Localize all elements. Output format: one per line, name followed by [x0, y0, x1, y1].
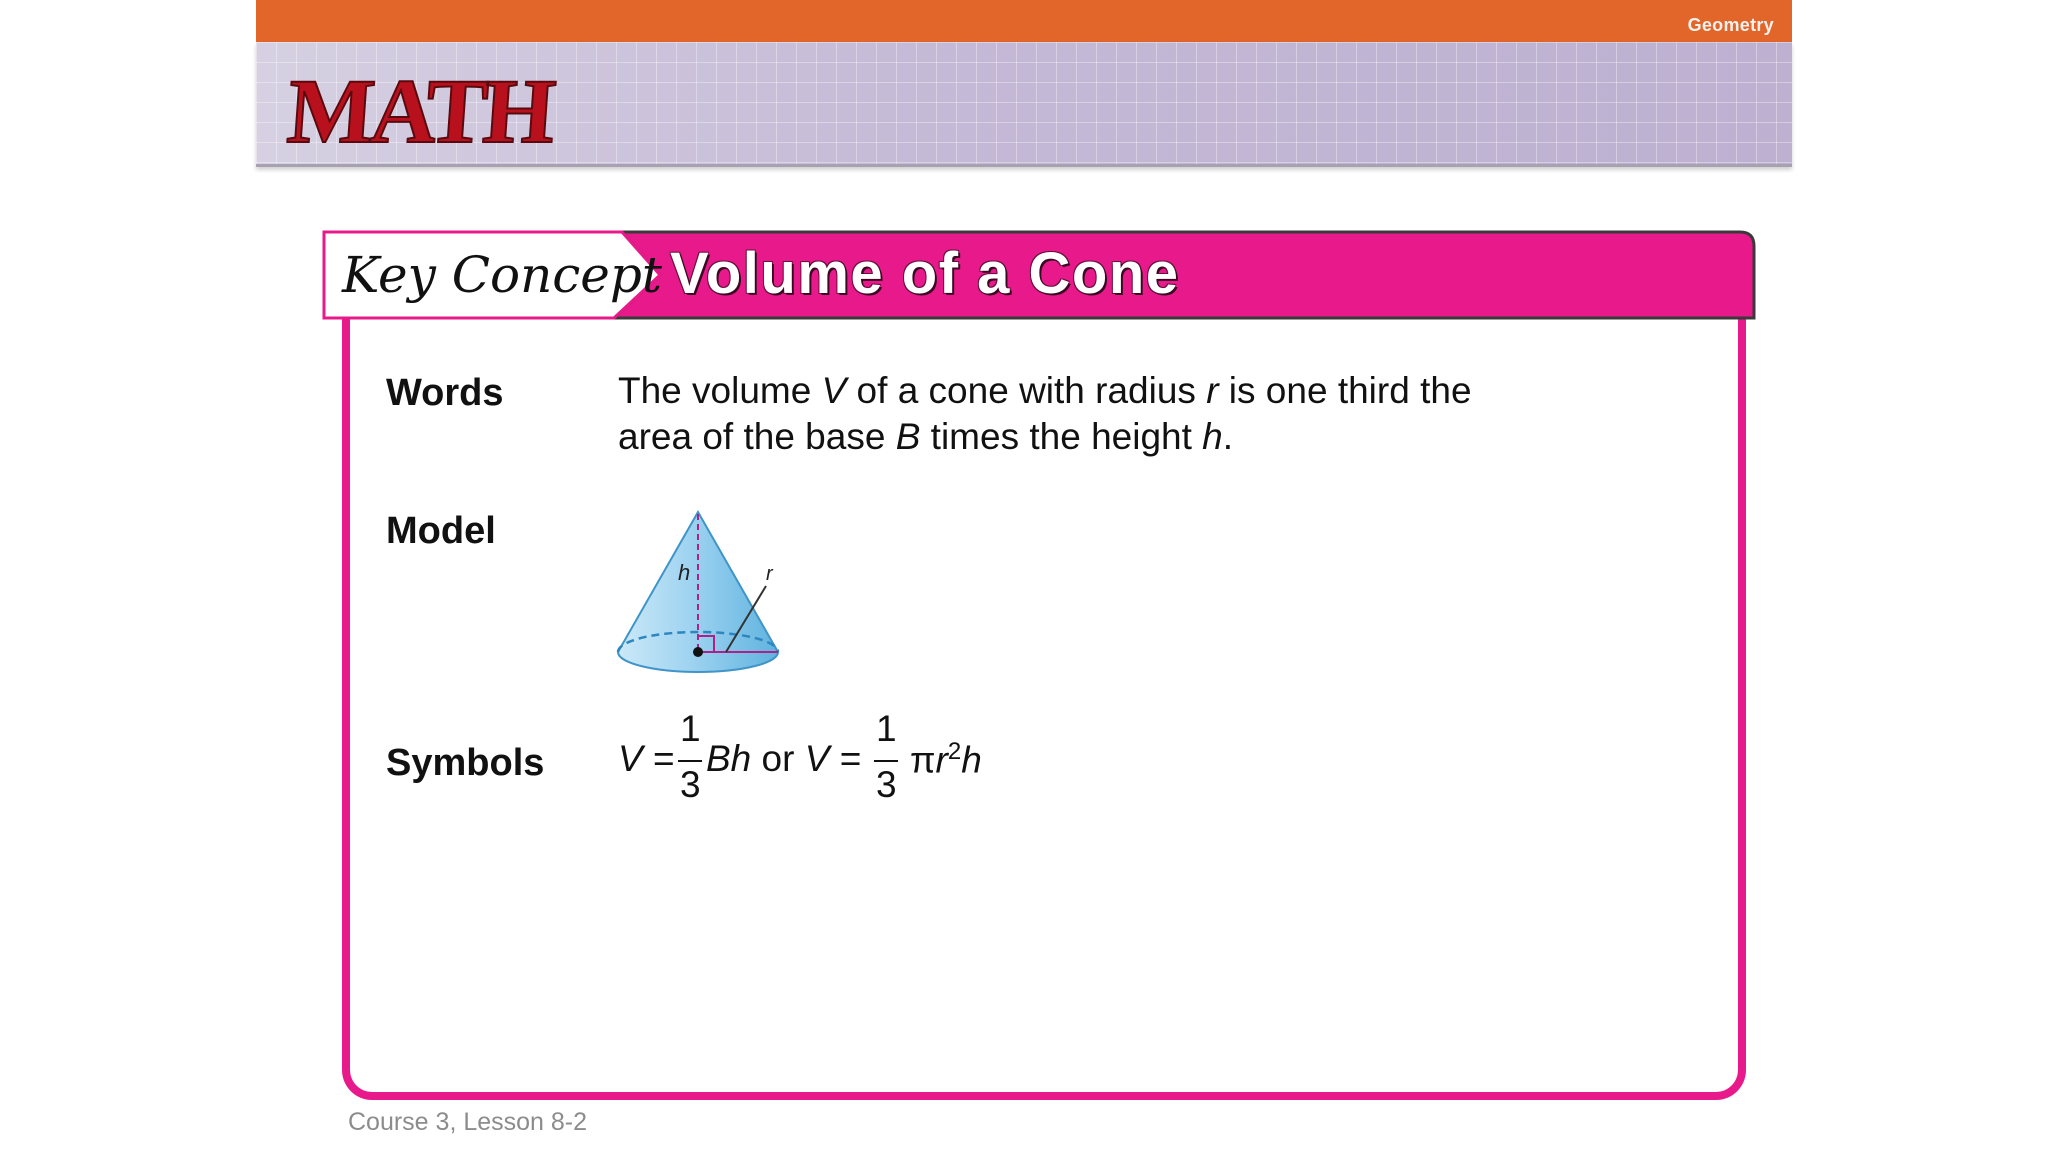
- lesson-footer: Course 3, Lesson 8-2: [348, 1108, 588, 1136]
- fraction-1-numerator: 1: [680, 708, 701, 749]
- slide: [256, 0, 1792, 1152]
- symbols-label: Symbols: [386, 742, 545, 784]
- subject-label: Geometry: [1687, 15, 1774, 35]
- radius-label: r: [766, 563, 773, 585]
- fraction-2-bar: [874, 760, 898, 762]
- volume-formula: V = 1 3 Bh or V = 1 3 $\pi r^2h$: [618, 708, 982, 805]
- logo-text: MATH: [284, 60, 555, 162]
- top-bar: [256, 0, 1792, 42]
- key-concept-label: [336, 234, 662, 320]
- words-text: [618, 368, 1472, 460]
- height-label: h: [678, 560, 691, 585]
- cone-model-figure: [608, 500, 788, 680]
- fraction-1-denominator: 3: [680, 764, 701, 805]
- fraction-2-numerator: 1: [876, 708, 897, 749]
- words-line-1: The volume V of a cone with radius r is one third the: [618, 370, 1472, 411]
- base-center-point: [693, 647, 703, 657]
- fraction-2-denominator: 3: [876, 764, 897, 805]
- key-concept-text: Key Concept: [342, 246, 662, 304]
- words-label: Words: [386, 372, 504, 414]
- model-label: Model: [386, 510, 496, 552]
- fraction-1-bar: [678, 760, 702, 762]
- concept-title: Volume of a Cone: [670, 241, 1180, 306]
- math-logo: [278, 52, 555, 162]
- words-line-2: area of the base B times the height h.: [618, 416, 1234, 457]
